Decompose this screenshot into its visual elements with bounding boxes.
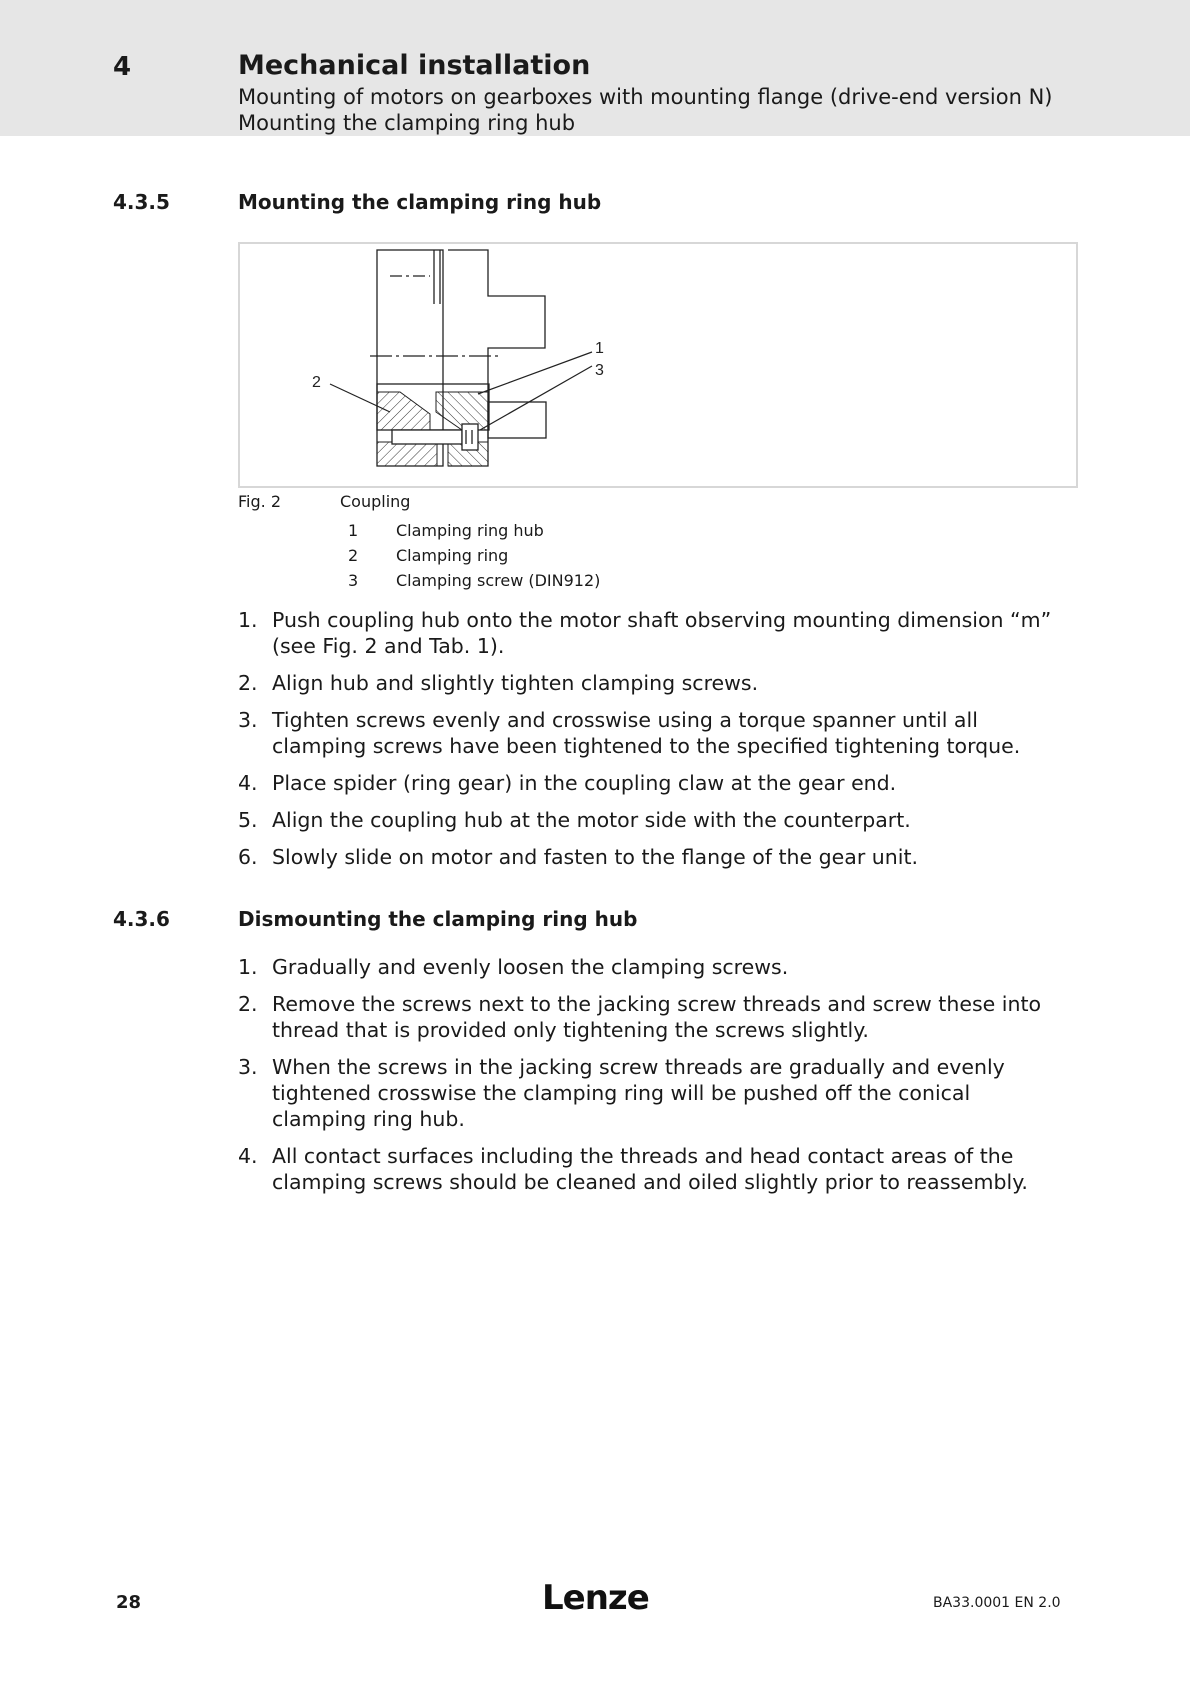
section-number-436: 4.3.6 <box>113 907 170 931</box>
figure-title: Coupling <box>340 492 411 511</box>
dismounting-steps <box>238 954 1058 1206</box>
chapter-title: Mechanical installation <box>238 50 591 81</box>
legend-text: Clamping ring hub <box>396 521 544 540</box>
list-item: 3. Tighten screws evenly and crosswise using a torque spanner until all clamping screws have been tightened to the specified tightening torque. <box>238 708 1021 758</box>
page-number: 28 <box>116 1592 142 1613</box>
chapter-number: 4 <box>113 52 132 82</box>
legend-text: Clamping ring <box>396 546 509 565</box>
legend-text: Clamping screw (DIN912) <box>396 571 601 590</box>
list-item: 4. Place spider (ring gear) in the coupling claw at the gear end. <box>238 771 897 795</box>
header-subtitle-1: Mounting of motors on gearboxes with mounting flange (drive-end version N) <box>238 85 1053 109</box>
callout-3: 3 <box>595 362 604 379</box>
legend-num: 2 <box>348 546 359 565</box>
header-subtitle-2: Mounting the clamping ring hub <box>238 111 576 135</box>
figure-frame <box>238 242 1078 488</box>
legend-num: 1 <box>348 521 359 540</box>
document-code: BA33.0001 EN 2.0 <box>933 1595 1061 1611</box>
list-item: 1. Gradually and evenly loosen the clamping screws. <box>238 955 789 979</box>
clamping-ring-section <box>377 392 430 430</box>
list-item: 3. When the screws in the jacking screw threads are gradually and evenly tightened crosswise the clamping ring will be pushed off the conical clamping ring hub. <box>238 1055 1005 1131</box>
callout-2: 2 <box>312 374 321 391</box>
legend-num: 3 <box>348 571 359 590</box>
section-title-436: Dismounting the clamping ring hub <box>238 907 638 931</box>
callout-1: 1 <box>595 340 604 357</box>
list-item: 2. Align hub and slightly tighten clamping screws. <box>238 671 759 695</box>
list-item: 2. Remove the screws next to the jacking screw threads and screw these into thread that is provided only tightening the screws slightly. <box>238 992 1042 1042</box>
leader-3 <box>480 366 592 430</box>
coupling-drawing <box>240 244 1076 486</box>
figure-label: Fig. 2 <box>238 492 281 511</box>
list-item: 6. Slowly slide on motor and fasten to the flange of the gear unit. <box>238 845 919 869</box>
lenze-logo: Lenze <box>542 1578 649 1618</box>
list-item: 1. Push coupling hub onto the motor shaft observing mounting dimension “m” (see Fig. 2 and Tab. 1). <box>238 608 1052 658</box>
mounting-steps <box>238 607 1058 881</box>
section-number-435: 4.3.5 <box>113 190 170 214</box>
lower-ring-section <box>377 442 437 466</box>
list-item: 4. All contact surfaces including the threads and head contact areas of the clamping screws should be cleaned and oiled slightly prior to reassembly. <box>238 1144 1028 1194</box>
header-band <box>0 0 1190 136</box>
list-item: 5. Align the coupling hub at the motor side with the counterpart. <box>238 808 911 832</box>
section-title-435: Mounting the clamping ring hub <box>238 190 602 214</box>
leader-1 <box>478 352 592 394</box>
